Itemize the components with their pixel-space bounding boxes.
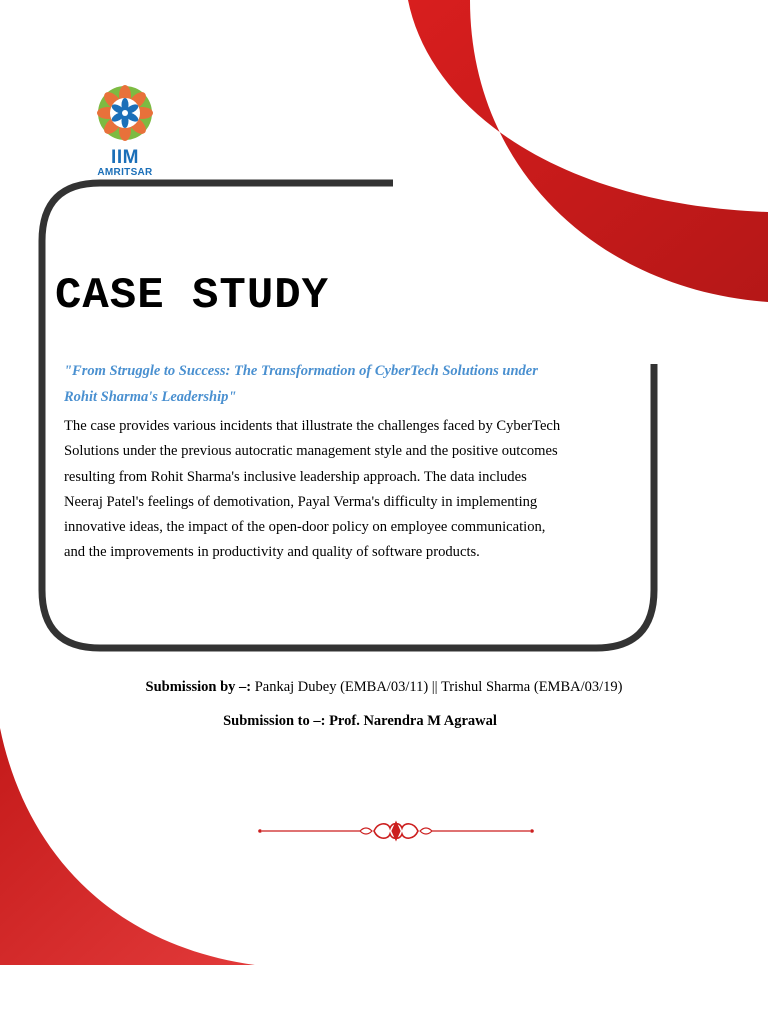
submission-to-name: Prof. Narendra M Agrawal — [329, 713, 497, 729]
lotus-emblem-icon — [95, 84, 155, 142]
submission-to-label: Submission to –: — [223, 713, 326, 729]
case-description: The case provides various incidents that illustrate the challenges faced by CyberTech Solutions under the previous autocratic management style and the positive outcomes resulting from Rohit Sharma's inclusive leadership approach. The data includes Neeraj Patel's feelings of demotivation, Payal Verma's difficulty in implementing innovative ideas, the impact of the open-door policy on employee communication, and the improvements in productivity and quality of software products. — [64, 418, 561, 561]
logo-name: IIM — [111, 147, 139, 168]
page-title: CASE STUDY — [55, 271, 330, 321]
logo-subtitle: AMRITSAR — [97, 167, 153, 178]
submission-by-names: Pankaj Dubey (EMBA/03/11) || Trishul Sharma (EMBA/03/19) — [254, 679, 623, 695]
submission-by — [0, 677, 768, 697]
submission-by-label: Submission by –: — [145, 679, 252, 695]
top-right-swoosh — [408, 0, 768, 302]
case-heading: "From Struggle to Success: The Transformation of CyberTech Solutions under Rohit Sharma's Leadership" — [64, 363, 538, 405]
ornamental-divider-icon — [256, 818, 536, 844]
iim-logo — [92, 84, 158, 179]
bottom-left-swoosh — [0, 728, 255, 965]
submission-to — [0, 711, 720, 731]
